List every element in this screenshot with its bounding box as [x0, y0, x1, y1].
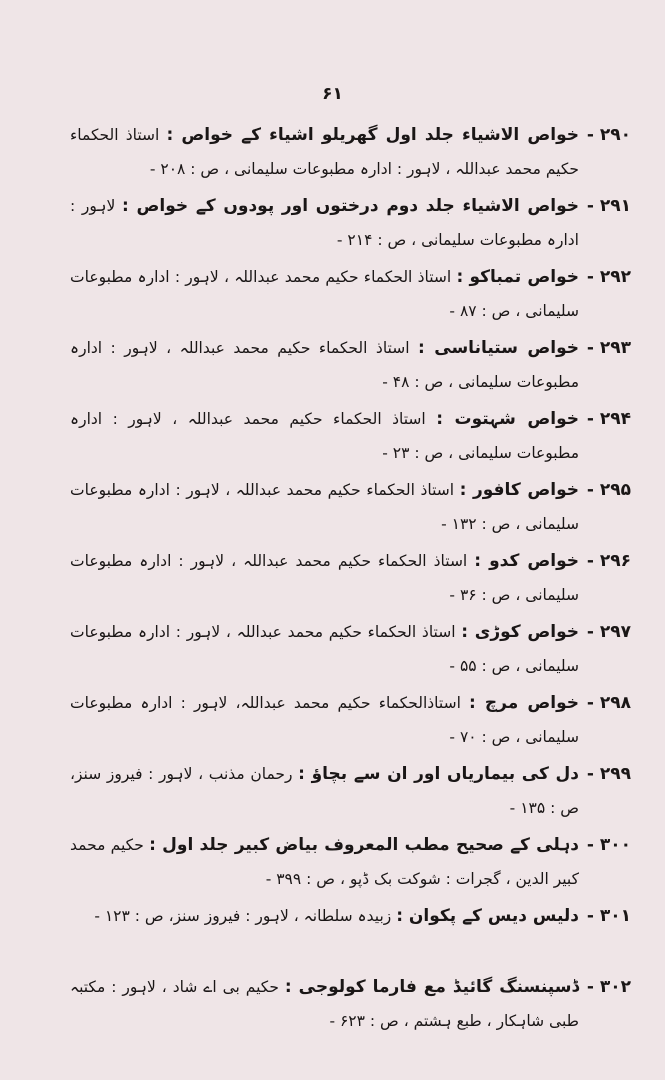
list-item	[70, 402, 631, 473]
list-item	[70, 544, 631, 615]
entry-details: استاذ الحکماء حکیم محمد عبداللہ ، لاہور : ادارہ مطبوعات سلیمانی ، ص : ۸۷ -	[70, 268, 579, 320]
list-item	[70, 118, 631, 189]
entry-text	[70, 544, 579, 612]
entry-title: خواص کوڑی :	[461, 622, 579, 642]
entry-title: دلیس دیس کے پکوان :	[396, 906, 579, 926]
entry-details: استاذ الحکماء حکیم محمد عبداللہ ، لاہور : ادارہ مطبوعات سلیمانی ، ص : ۲۰۸ -	[70, 126, 579, 178]
entry-title: خواص تمباکو :	[456, 267, 579, 287]
entry-number: ۲۹۶ -	[586, 551, 631, 571]
entry-number: ۲۹۲ -	[586, 267, 631, 287]
entry-number: ۲۹۴ -	[586, 409, 631, 429]
entry-details: حکیم محمد کبیر الدین ، گجرات : شوکت بک ڈپو ، ص : ۳۹۹ -	[70, 836, 579, 888]
entry-text	[70, 828, 579, 896]
list-item	[70, 970, 631, 1041]
entry-number: ۳۰۰ -	[586, 835, 631, 855]
entry-title: خواص الاشیاء جلد دوم درختوں اور پودوں کے خواص :	[122, 196, 579, 216]
entry-details: استاذ الحکماء حکیم محمد عبداللہ ، لاہور : ادارہ مطبوعات سلیمانی ، ص : ۴۸ -	[70, 339, 579, 391]
bibliography-list	[70, 118, 631, 1041]
entry-details: زبیدہ سلطانہ ، لاہور : فیروز سنز، ص : ۱۲۳ -	[94, 907, 392, 925]
entry-text	[70, 189, 579, 257]
entry-title: خواص کدو :	[474, 551, 579, 571]
entry-number: ۳۰۱ -	[586, 906, 631, 926]
entry-number: ۲۹۵ -	[586, 480, 631, 500]
entry-number: ۲۹۱ -	[586, 196, 631, 216]
entry-number: ۲۹۸ -	[586, 693, 631, 713]
list-item	[70, 757, 631, 828]
entry-text	[70, 260, 579, 328]
entry-number: ۳۰۲ -	[586, 977, 631, 997]
list-item	[70, 615, 631, 686]
list-item	[70, 828, 631, 899]
entry-text	[70, 473, 579, 541]
entry-details: استاذالحکماء حکیم محمد عبداللہ، لاہور : ادارہ مطبوعات سلیمانی ، ص : ۷۰ -	[70, 694, 579, 746]
list-item	[70, 473, 631, 544]
entry-number: ۲۹۷ -	[586, 622, 631, 642]
entry-text	[70, 118, 579, 186]
entry-text	[70, 757, 579, 825]
entry-title: دل کی بیماریاں اور ان سے بچاؤ :	[298, 764, 579, 784]
list-item	[70, 331, 631, 402]
entry-text	[70, 686, 579, 754]
entry-title: دہلی کے صحیح مطب المعروف بیاض کبیر جلد اول :	[149, 835, 580, 855]
entry-text	[70, 615, 579, 683]
entry-details: حکیم بی اے شاد ، لاہور : مکتبہ طبی شاہکار ، طبع ہشتم ، ص : ۶۲۳ -	[70, 978, 579, 1030]
entry-details: استاذ الحکماء حکیم محمد عبداللہ ، لاہور : ادارہ مطبوعات سلیمانی ، ص : ۵۵ -	[70, 623, 579, 675]
entry-text	[70, 331, 579, 399]
entry-details: لاہور : ادارہ مطبوعات سلیمانی ، ص : ۲۱۴ -	[70, 197, 579, 249]
entry-title: خواص کافور :	[459, 480, 579, 500]
entry-details: استاذ الحکماء حکیم محمد عبداللہ ، لاہور : ادارہ مطبوعات سلیمانی ، ص : ۳۶ -	[70, 552, 579, 604]
entry-title: خواص ستیاناسی :	[418, 338, 579, 358]
entry-details: استاذ الحکماء حکیم محمد عبداللہ ، لاہور : ادارہ مطبوعات سلیمانی ، ص : ۱۳۲ -	[70, 481, 579, 533]
entry-title: ڈسپنسنگ گائیڈ مع فارما کولوجی :	[284, 977, 580, 997]
entry-details: استاذ الحکماء حکیم محمد عبداللہ ، لاہور : ادارہ مطبوعات سلیمانی ، ص : ۲۳ -	[70, 410, 579, 462]
entry-title: خواص الاشیاء جلد اول گھریلو اشیاء کے خواص :	[166, 125, 579, 145]
entry-title: خواص مرچ :	[469, 693, 580, 713]
list-item	[70, 260, 631, 331]
entry-number: ۲۹۹ -	[586, 764, 631, 784]
entry-text	[70, 402, 579, 470]
list-item	[70, 189, 631, 260]
entry-text	[70, 899, 579, 933]
entry-number: ۲۹۳ -	[586, 338, 631, 358]
list-item	[70, 899, 631, 970]
entry-number: ۲۹۰ -	[586, 125, 631, 145]
list-item	[70, 686, 631, 757]
entry-text	[70, 970, 579, 1038]
entry-title: خواص شہتوت :	[436, 409, 579, 429]
entry-details: رحمان مذنب ، لاہور : فیروز سنز، ص : ۱۳۵ -	[70, 765, 579, 817]
page-number: ۶۱	[322, 84, 343, 104]
